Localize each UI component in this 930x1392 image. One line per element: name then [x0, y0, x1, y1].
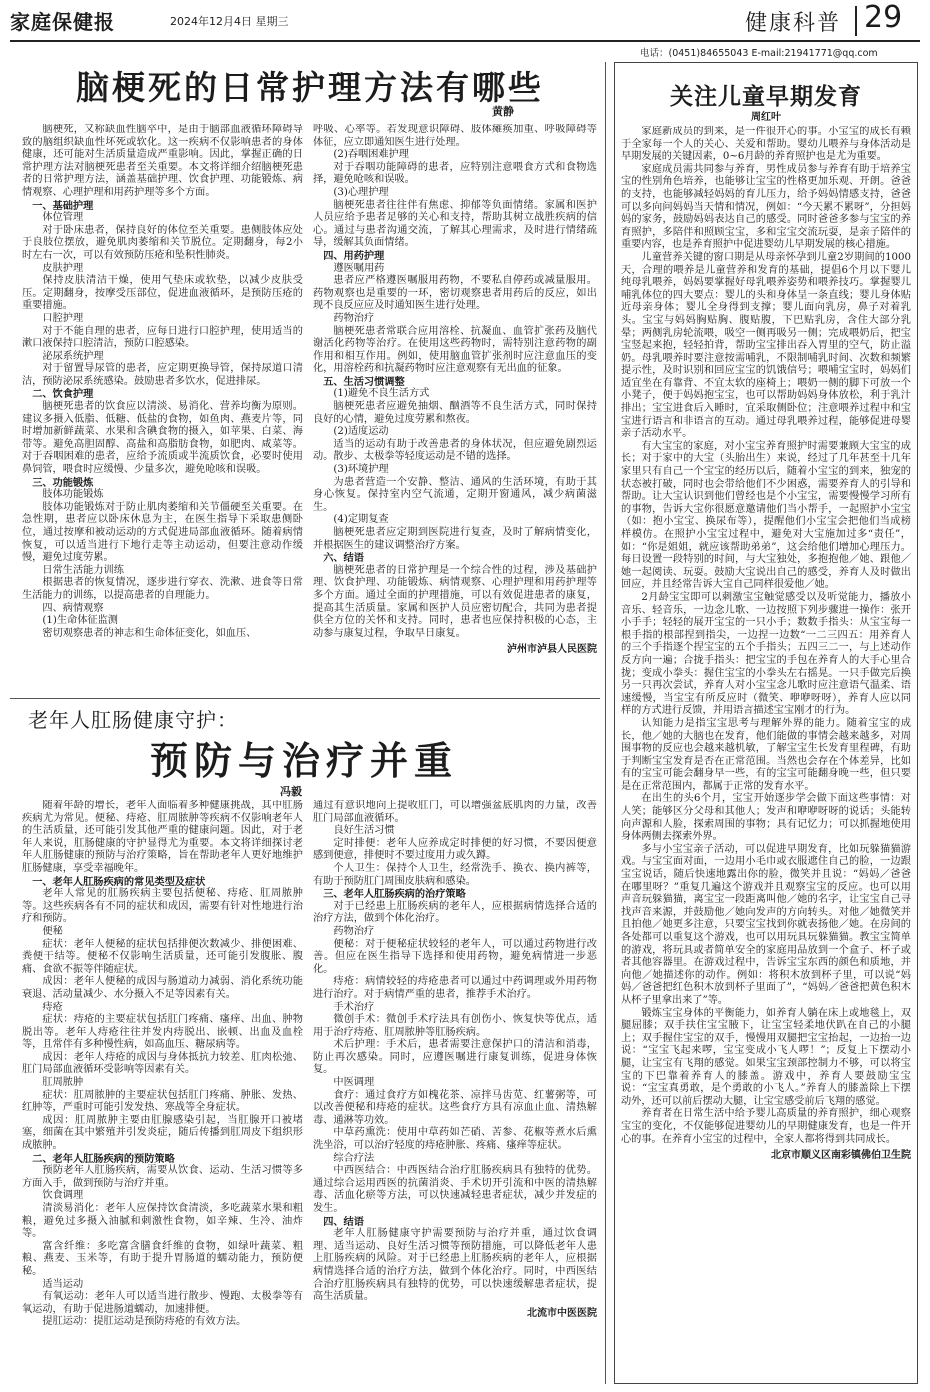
paragraph: 呼吸、心率等。若发现意识障碍、肢体瘫痪加重、呼吸障碍等体征，应立即通知医生进行处理。	[313, 124, 597, 148]
paragraph: 有大宝宝的家庭，对小宝宝养育照护时需要兼顾大宝宝的成长；对于家中的大宝（头胎出生）来说，经过了几年甚至十几年家里只有自己一个宝宝的经历以后，随着小宝宝的到来，独宠的状态被打破，同时也会带给他们不少困惑，需要养育人的引导和帮助。让大宝认识到他们曾经也是个小宝宝，需要慢慢学习所有的事物，告诉大宝你很愿意邀请他们当小帮手，一起照护小宝宝（如：抱小宝宝、换尿布等），提醒他们小宝宝会把他们当成榜样模仿。在照护小宝宝过程中，避免对大宝施加过多“责任”，如：“你是姐姐，就应该帮助弟弟”，这会给他们增加心理压力。每日设置一段特别的时间，与大宝独处，多抱抱他／她、跟他／她一起阅读、玩耍。鼓励大宝说出自己的感受，养育人及时做出回应，并且经常告诉大宝自己同样很爱他／她。	[621, 440, 911, 591]
article1-column-a	[22, 124, 303, 694]
article1-column-b	[313, 124, 597, 694]
subheading: 四、病情观察	[42, 602, 104, 614]
article2-column-a	[22, 800, 303, 1385]
paragraph: 痔疮：病情较轻的痔疮患者可以通过中药调理或外用药物进行治疗。对于病情严重的患者，推荐手术治疗。	[313, 976, 597, 1000]
paragraph: 对于卧床患者，保持良好的体位至关重要。患侧肢体应处于良肢位摆放，避免肌肉萎缩和关节脱位。定期翻身，每2小时左右一次，可以有效预防压疮和坠积性肺炎。	[22, 224, 303, 261]
paragraph: 儿童营养关键的窗口期是从母亲怀孕到儿童2岁期间的1000天，合理的喂养是儿童营养和发育的基础，提倡6个月以下婴儿纯母乳喂养，妈妈要掌握好母乳喂养姿势和喂养技巧。掌握婴儿哺乳体位的四大要点：婴儿的头和身体呈一条直线；婴儿身体贴近母亲身体；婴儿全身得到支撑；婴儿面向乳房，鼻子对着乳头。宝宝与妈妈胸贴胸、腹贴腹，下巴贴乳房，含住大部分乳晕；两侧乳房轮流喂，吸空一侧再吸另一侧；完成喂奶后，把宝宝竖起来抱，轻轻拍背，帮助宝宝排出吞入胃里的空气，防止溢奶。母乳喂养时要注意按需哺乳，不限制哺乳时间、次数和频繁提示性，及时识别和回应宝宝的饥饿信号；喂哺宝宝时，妈妈们适宜坐在有靠背、不宜太软的座椅上；喂奶一侧的脚下可放一个小凳子，便于妈妈抱宝宝，也可以帮助妈妈身体放松，利于乳汁排出；宝宝进食后入睡时，宜采取侧卧位；注意喂养过程中和宝宝进行语言和非语言的互动。通过母乳喂养过程，能够促进母婴亲子活动水平。	[621, 251, 911, 440]
section-heading: 三、老年人肛肠疾病的治疗策略	[323, 888, 466, 901]
paragraph: 有氧运动：老年人可以适当进行散步、慢跑、太极拳等有氧运动，有助于促进肠道蠕动，加速排便。	[22, 1291, 303, 1315]
paragraph: 脑梗死，又称缺血性脑卒中，是由于脑部血液循环障碍导致的脑组织缺血性坏死或软化。这一疾病不仅影响患者的身体健康，还可能对生活质量造成严重影响。因此，掌握正确的日常护理方法对脑梗死患者至关重要。本文将详细介绍脑梗死患者的日常护理方法，涵盖基础护理、饮食护理、功能锻炼、病情观察、心理护理和用药护理等多个方面。	[22, 124, 303, 198]
section-heading: 三、功能锻炼	[32, 476, 94, 489]
article2-title: 预防与治疗并重	[150, 738, 459, 783]
article3-author: 周红叶	[751, 112, 781, 123]
contact-info: 电话：(0451)84655043 E-mail:21941771@qq.com	[640, 48, 878, 59]
section-heading: 四、用药护理	[323, 249, 385, 262]
article2-kicker: 老年人肛肠健康守护：	[28, 708, 238, 732]
section-heading: 一、老年人肛肠疾病的常见类型及症状	[32, 875, 206, 888]
subheading: 遵医嘱用药	[333, 262, 385, 274]
paragraph: 症状：老年人便秘的症状包括排便次数减少、排便困难、粪便干结等。便秘不仅影响生活质量，还可能引发腹胀、腹痛、食欲不振等伴随症状。	[22, 938, 303, 975]
column-divider	[605, 62, 606, 1384]
section-heading: 一、基础护理	[32, 199, 94, 212]
article3-body	[621, 126, 911, 1378]
subheading: 日常生活能力训练	[42, 564, 124, 576]
paragraph: 脑梗死患者的饮食应以清淡、易消化、营养均衡为原则。建议多摄入低脂、低糖、低盐的食物，如鱼肉、燕麦片等，同时增加新鲜蔬菜、水果和含碘食物的摄入，如苹果、白菜、海带等。避免高胆固醇、高盐和高脂肪食物，如肥肉、咸菜等。对于吞咽困难的患者，应给予流质或半流质饮食，必要时使用鼻饲管，喂食时应缓慢、少量多次，避免呛咳和误吸。	[22, 401, 303, 476]
page-number: 29	[864, 0, 903, 35]
subheading: 皮肤护理	[42, 262, 84, 274]
section-heading: 二、老年人肛肠疾病的预防策略	[32, 1152, 175, 1165]
section-divider	[10, 698, 600, 699]
paragraph: 成因：老年人痔疮的成因与身体抵抗力较差、肛肉松弛、肛门局部血液循环受影响等因素有关。	[22, 1051, 303, 1076]
paragraph: 定时排便：老年人应养成定时排便的好习惯，不要因便意感到便意，排便时不要过度用力或久蹲。	[313, 837, 597, 862]
subheading: 痔疮	[42, 1001, 63, 1013]
paragraph: 成因：肛周脓肿主要由肛腺感染引起，当肛腺开口被堵塞，细菌在其中繁殖并引发炎症，随后传播到肛周皮下组织形成脓肿。	[22, 1114, 303, 1152]
paragraph: 便秘：对于便秘症状较轻的老年人，可以通过药物进行改善。但应在医生指导下选择和使用药物，避免病情进一步恶化。	[313, 938, 597, 975]
article2-column-b	[313, 800, 597, 1385]
section-heading: 二、饮食护理	[32, 388, 94, 401]
paragraph: 预防老年人肛肠疾病，需要从饮食、运动、生活习惯等多方面入手，做到预防与治疗并重。	[22, 1165, 303, 1189]
article-source: 北流市中医医院	[527, 1307, 597, 1319]
article2-author: 冯毅	[280, 785, 302, 798]
paragraph: 密切观察患者的神志和生命体征变化，如血压、	[42, 627, 257, 639]
article-source: 泸州市泸县人民医院	[507, 644, 597, 656]
paragraph: 在出生的头6个月，宝宝开始逐步学会做下面这些事情：对人笑；能够区分父母和其他人；发声和咿咿呀呀的说话；头能转向声源和人脸，探索周围的事物；具有记忆力；可以抓握地使用身体两侧去探索外界。	[621, 793, 911, 843]
masthead-rule	[10, 40, 920, 42]
paragraph: 通过有意识地向上提收肛门，可以增强盆底肌肉的力量，改善肛门局部血液循环。	[313, 800, 597, 824]
subheading: 手术治疗	[333, 1001, 375, 1013]
subheading: 便秘	[42, 925, 63, 937]
paragraph: 脑梗死患者的日常护理是一个综合性的过程，涉及基础护理、饮食护理、功能锻炼、病情观察、心理护理和用药护理等多个方面。通过全面的护理措施，可以有效促进患者的康复，提高其生活质量。家属和医护人员应密切配合，共同为患者提供全方位的关怀和支持。同时，患者也应保持积极的心态，主动参与康复过程，争取早日康复。	[313, 564, 597, 639]
article1-author: 黄静	[492, 105, 514, 118]
subheading: (1)生命体征监测	[42, 615, 118, 627]
paragraph: 锻炼宝宝身体的平衡能力，如养育人躺在床上或地毯上，双腿屈膝；双手扶住宝宝腋下，让宝宝轻柔地伏趴在自己的小腿上；双手握住宝宝的双手，慢慢用双腿把宝宝抬起，一边抬一边说：“宝宝飞起来啰，宝宝变成小飞人啰！”；反复上下摆动小腿，让宝宝有飞翔的感觉。如果宝宝颈部控制力不够，可以将宝宝的下巴靠着养育人的膝盖。游戏中，养育人要鼓励宝宝说：“宝宝真勇敢，是个勇敢的小飞人。”养育人的膝盖除上下摆动外，还可以前后摆动大腿，让宝宝感受前后飞翔的感觉。	[621, 1007, 911, 1107]
subheading: 口腔护理	[42, 312, 84, 324]
paragraph: 脑梗死患者常联合应用溶栓、抗凝血、血管扩张药及脑代谢活化药物等治疗。在使用这些药物时，需特别注意药物的副作用和相互作用。例如，使用脑血管扩张剂时应注意血压的变化，用溶栓药和抗凝药物时应注意观察有无出血的征象。	[313, 325, 597, 375]
subheading: (4)定期复查	[333, 514, 389, 526]
subheading: 药物治疗	[333, 312, 375, 324]
subheading: 适当运动	[42, 1278, 84, 1290]
section-name: 健康科普	[745, 11, 842, 36]
subheading: (1)避免不良生活方式	[333, 388, 430, 400]
paragraph: 认知能力是指宝宝思考与理解外界的能力。随着宝宝的成长，他／她的大脑也在发育，他们能做的事情会越来越多，对周围事物的反应也会越来越机敏，了解宝宝生长发育里程碑，有助于判断宝宝发育是否在正常范围。当然也会存在个体差异，比如有的宝宝可能会翻身早一些，有的宝宝可能翻身晚一些，但只要是在正常范围内，都属于正常的发育水平。	[621, 717, 911, 792]
masthead-separator	[855, 6, 857, 36]
paragraph: 肢体功能锻炼对于防止肌肉萎缩和关节僵硬至关重要。在急性期，患者应以卧床休息为主，在医生指导下采取患侧卧位，通过按摩和被动运动的方式促进局部血液循环。随着病情恢复，可以适当进行下地行走等主动运动，但要注意动作缓慢，避免过度劳累。	[22, 501, 303, 564]
subheading: 综合疗法	[333, 1152, 375, 1164]
paragraph: 微创手术：微创手术疗法具有创伤小、恢复快等优点，适用于治疗痔疮、肛周脓肿等肛肠疾病。	[313, 1014, 597, 1038]
paragraph: 症状：痔疮的主要症状包括肛门疼痛、瘙痒、出血、肿物脱出等。老年人痔疮往往并发内痔脱出、嵌顿、出血及血栓等，且常伴有多种慢性病，如高血压、糖尿病等。	[22, 1014, 303, 1051]
paragraph: 老年人常见的肛肠疾病主要包括便秘、痔疮、肛周脓肿等。这些疾病各有不同的症状和成因，需要有针对性地进行治疗和预防。	[22, 888, 303, 925]
paragraph: 提肛运动：提肛运动是预防痔疮的有效方法。	[42, 1316, 247, 1328]
paragraph: 富含纤维：多吃富含膳食纤维的食物，如绿叶蔬菜、粗粮、燕麦、玉米等，有助于提升胃肠道的蠕动能力，预防便秘。	[22, 1240, 303, 1277]
subheading: (3)环境护理	[333, 464, 389, 476]
paragraph: 2月龄宝宝即可以刺激宝宝触觉感受以及听觉能力，播放小音乐、轻音乐，一边念儿歌、一边按照下列步骤进一操作：张开小手手；轻轻的展开宝宝的一只小手；数数手指头：从宝宝每一根手指的根部捏到指尖，一边捏一边数“一二三四五：用养育人的三个手指逐个捏宝宝的五个手指头；五四三二一，与上述动作反方向一遍；合拢手指头：把宝宝的手包在养育人的大手心里合拢；变成小拳头：握住宝宝的小拳头左右摇晃。一只手做完后换另一只再次尝试，养育人对小宝宝念儿歌时应注意语气温柔、语速缓慢，当宝宝有所反应时（微笑、咿咿呀呀），养育人应以同样的方式进行反馈，并用语言描述宝宝刚才的行为。	[621, 591, 911, 717]
paragraph: 家庭新成员的到来，是一件很开心的事。小宝宝的成长有赖于全家每一个人的关心、关爱和帮助。婴幼儿喂养与身体活动是早期发展的关键因素，0~6月龄的养育照护也是尤为重要。	[621, 126, 911, 163]
paragraph: 脑梗死患者应避免抽烟、酗酒等不良生活方式，同时保持良好的心情，避免过度劳累和熬夜。	[313, 401, 597, 425]
paragraph: 中西医结合：中西医结合治疗肛肠疾病具有独特的优势。通过综合运用西医的抗菌消炎、手术切开引流和中医的清热解毒、活血化瘀等方法，可以快速减轻患者症状，减少并发症的发生。	[313, 1165, 597, 1214]
section-heading: 五、生活习惯调整	[323, 375, 405, 388]
article3-title: 关注儿童早期发育	[670, 83, 862, 110]
subheading: 泌尿系统护理	[42, 350, 104, 362]
paragraph: 根据患者的恢复情况，逐步进行穿衣、洗漱、进食等日常生活能力的训练，以提高患者的自理能力。	[22, 577, 303, 601]
paragraph: 个人卫生：保持个人卫生，经常洗手、换衣、换内裤等，有助于预防肛门周围皮肤病和感染。	[313, 862, 597, 887]
paragraph: 对于已经患上肛肠疾病的老年人，应根据病情选择合适的治疗方法，做到个体化治疗。	[313, 900, 597, 925]
section-heading: 四、结语	[323, 1215, 364, 1228]
subheading: 良好生活习惯	[333, 825, 395, 837]
issue-date: 2024年12月4日 星期三	[170, 15, 289, 28]
subheading: (2)适度运动	[333, 426, 389, 438]
paragraph: 对于留置导尿管的患者，应定期更换导管，保持尿道口清洁，预防泌尿系统感染。鼓励患者多饮水，促进排尿。	[22, 363, 303, 387]
paragraph: 术后护理：手术后，患者需要注意保护口的清洁和消毒，防止再次感染。同时，应遵医嘱进行康复训练，促进身体恢复。	[313, 1039, 597, 1076]
paragraph: 对于不能自理的患者，应每日进行口腔护理，使用适当的漱口液保持口腔清洁，预防口腔感染。	[22, 325, 303, 350]
article1-title: 脑梗死的日常护理方法有哪些	[76, 68, 544, 107]
paragraph: 患者应严格遵医嘱服用药物，不要私自停药或减量服用。药物观察也是重要的一环，密切观察患者用药后的反应，如出现不良反应应及时通知医生进行处理。	[313, 275, 597, 312]
paragraph: 随着年龄的增长，老年人面临着多种健康挑战，其中肛肠疾病尤为常见。便秘、痔疮、肛周脓肿等疾病不仅影响老年人的生活质量，还可能引发其他严重的健康问题。因此，对于老年人来说，肛肠健康的守护显得尤为重要。本文将详细探讨老年人肛肠健康的预防与治疗策略，旨在帮助老年人更好地维护肛肠健康，享受幸福晚年。	[22, 800, 303, 874]
paragraph: 多与小宝宝亲子活动，可以促进早期发育，比如玩躲猫猫游戏。与宝宝面对面，一边用小毛巾或衣服遮住自己的脸，一边跟宝宝说话，随后快速地露出你的脸，微笑并且说：“妈妈／爸爸在哪里呀？”重复几遍这个游戏并且观察宝宝的反应。也可以用声音玩躲猫猫，离宝宝一段距离叫他／她的名字，让宝宝自己寻找声音来源，并鼓励他／她向发声的方向转头。对他／她微笑并且拍他／她更多注意，只要宝宝找到你就表扬他／她。在房间的各处都可以重复这个游戏，也可以用玩具玩躲猫猫。教宝宝简单的游戏，将玩具或者简单安全的家庭用品放到一个盒子、杯子或者其他容器里。在游戏过程中，告诉宝宝东西的颜色和质地，并向他／她描述你的动作。例如：将积木放到杯子里，可以说“妈妈／爸爸把红色积木放到杯子里面了”，“妈妈／爸爸把黄色积木从杯子里拿出来了”等。	[621, 843, 911, 1006]
paragraph: 为患者营造一个安静、整洁、通风的生活环境，有助于其身心恢复。保持室内空气流通，定期开窗通风，减少病菌滋生。	[313, 476, 597, 513]
subheading: 肢体功能锻炼	[42, 489, 104, 501]
paragraph: 清淡易消化：老年人应保持饮食清淡，多吃蔬菜水果和粗粮，避免过多摄入油腻和刺激性食物，如辛辣、生冷、油炸等。	[22, 1203, 303, 1240]
article-source: 北京市顺义区南彩镇佛伯卫生院	[771, 1150, 911, 1162]
subheading: (3)心理护理	[333, 186, 389, 198]
subheading: 饮食调理	[42, 1190, 84, 1202]
paragraph: 适当的运动有助于改善患者的身体状况，但应避免剧烈运动。散步、太极拳等轻度运动是不错的选择。	[313, 438, 597, 463]
paragraph: 老年人肛肠健康守护需要预防与治疗并重，通过饮食调理、适当运动、良好生活习惯等预防措施，可以降低老年人患上肛肠疾病的风险。对于已经患上肛肠疾病的老年人，应根据病情选择合适的治疗方法，做到个体化治疗。同时，中西医结合治疗肛肠疾病具有独特的优势，可以快速缓解患者症状，提高生活质量。	[313, 1228, 597, 1303]
subheading: 药物治疗	[333, 925, 375, 937]
paragraph: 食疗：通过食疗方如槐花茶、凉拌马齿苋、红薯粥等，可以改善便秘和痔疮的症状。这些食疗方具有凉血止血、清热解毒、通淋等功效。	[313, 1089, 597, 1126]
paragraph: 中草药熏洗：使用中草药如芒硝、苦参、花椒等煮水后熏洗坐浴，可以治疗轻度的痔疮肿胀、疼痛、瘙痒等症状。	[313, 1127, 597, 1152]
paragraph: 脑梗死患者应定期到医院进行复查，及时了解病情变化，并根据医生的建议调整治疗方案。	[313, 527, 597, 551]
paper-name: 家庭保健报	[10, 10, 115, 34]
subheading: 肛周脓肿	[42, 1077, 84, 1089]
subheading: 中医调理	[333, 1077, 375, 1089]
subheading: 体位管理	[42, 212, 84, 224]
paragraph: 对于吞咽功能障碍的患者，应特别注意喂食方式和食物选择，避免呛咳和误吸。	[313, 161, 597, 186]
paragraph: 脑梗死患者往往伴有焦虑、抑郁等负面情绪。家属和医护人员应给予患者足够的关心和支持，帮助其树立战胜疾病的信心。通过与患者沟通交流，了解其心理需求，及时进行情绪疏导，缓解其负面情绪。	[313, 199, 597, 249]
paragraph: 成因：老年人便秘的成因与肠道动力减弱、消化系统功能衰退、活动量减少、水分摄入不足等因素有关。	[22, 976, 303, 1000]
paragraph: 养育者在日常生活中给予婴儿高质量的养育照护，细心观察宝宝的变化，不仅能够促进婴幼儿的早期健康发育，也是一件开心的事。在养育小宝宝的过程中，全家人都将得到共同成长。	[621, 1108, 911, 1145]
paragraph: 保持皮肤清洁干燥，使用气垫床或软垫，以减少皮肤受压。定期翻身，按摩受压部位，促进血液循环，是预防压疮的重要措施。	[22, 275, 303, 312]
subheading: (2)吞咽困难护理	[333, 149, 409, 161]
paragraph: 症状：肛周脓肿的主要症状包括肛门疼痛、肿胀、发热、红肿等，严重时可能引发发热、寒战等全身症状。	[22, 1089, 303, 1114]
section-heading: 六、结语	[323, 552, 364, 565]
paragraph: 家庭成员需共同参与养育，男性成员参与养育有助于培养宝宝的性别角色培养，也能够让宝宝的性格更加乐观、开朗。爸爸的支持，也能够减轻妈妈的育儿压力，给予妈妈情感支持，爸爸可以多向问妈妈当天情和情况，例如：“今天累不累呀”，分担妈妈的家务，鼓励妈妈表达自己的感受。同时爸爸多参与宝宝的养育照护，多陪伴和照顾宝宝，多和宝宝交流玩耍，是亲子陪伴的重要内容，也是养育照护中促进婴幼儿早期发展的核心措施。	[621, 163, 911, 251]
